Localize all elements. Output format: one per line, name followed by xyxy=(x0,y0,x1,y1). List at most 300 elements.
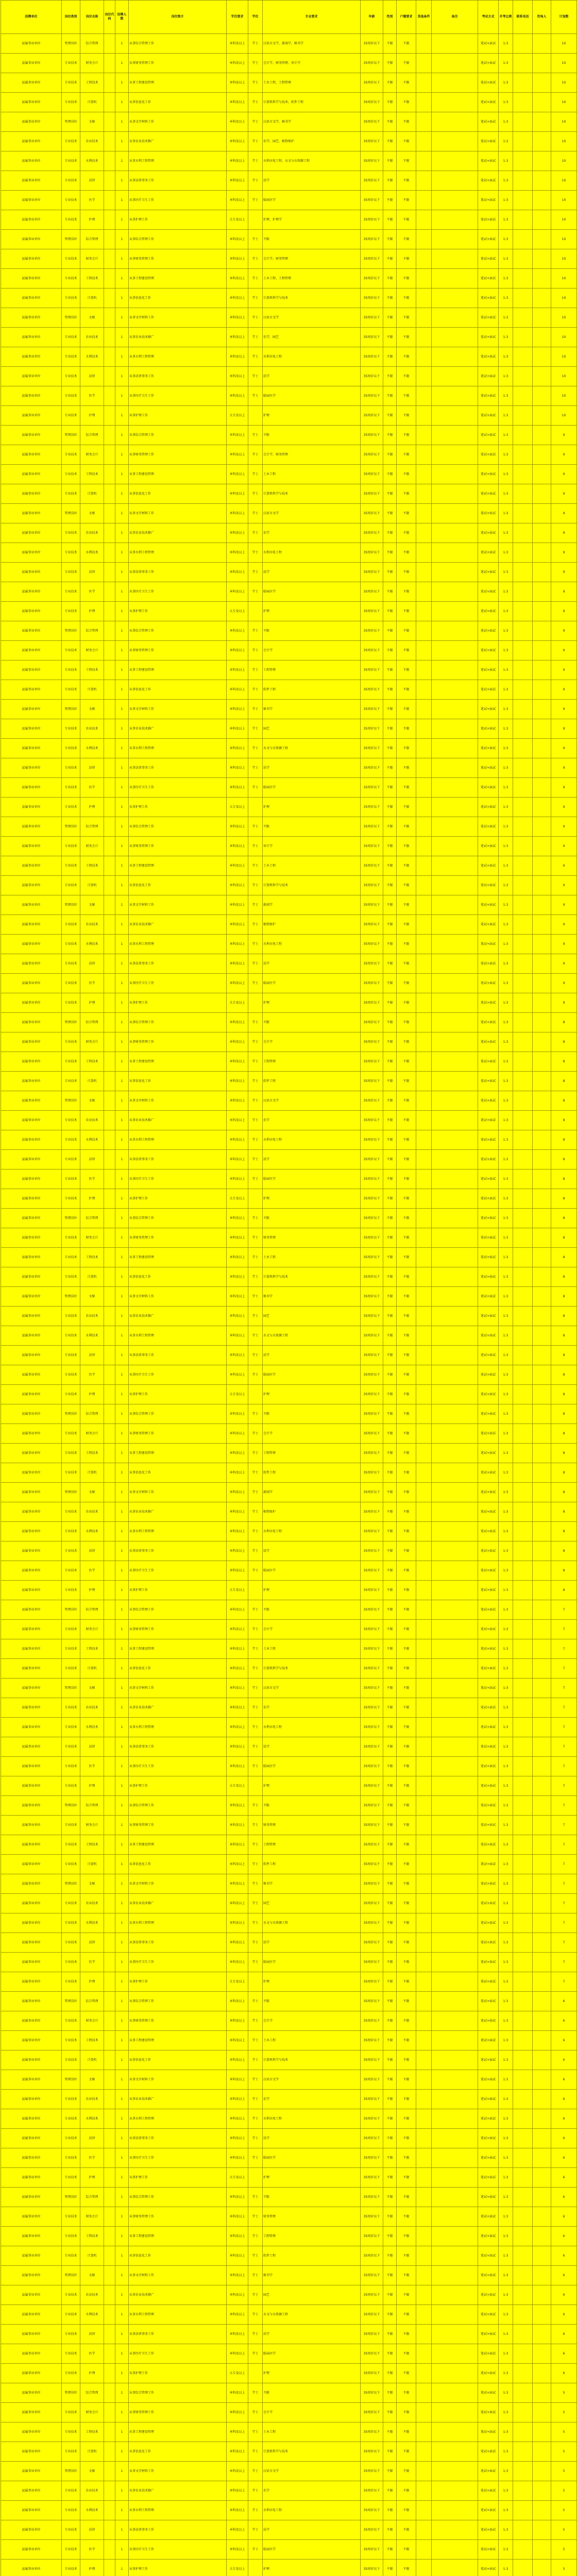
table-cell xyxy=(432,1620,478,1639)
table-cell: 本科及以上 xyxy=(227,1404,248,1424)
table-cell: 土木工程、工程管理 xyxy=(263,73,361,93)
table-cell: 1:3 xyxy=(499,817,513,837)
table-cell: 不限 xyxy=(383,2422,397,2442)
table-cell xyxy=(104,1561,115,1581)
table-cell: 专业技术 xyxy=(62,523,80,543)
table-cell xyxy=(432,210,478,230)
table-cell: 1:3 xyxy=(499,993,513,1013)
table-cell: 笔试+面试 xyxy=(478,895,499,915)
table-cell: 不限 xyxy=(383,739,397,758)
table-cell: 县属事业单位 xyxy=(1,641,62,660)
table-cell xyxy=(513,1835,533,1855)
table-cell: 学士 xyxy=(248,2442,263,2462)
table-cell: 县属事业单位 xyxy=(1,1287,62,1307)
table-cell: 汉语言文学 xyxy=(263,2462,361,2481)
table-cell: 专业技术 xyxy=(62,1346,80,1365)
table-cell: 学士 xyxy=(248,2050,263,2070)
table-cell: 从事文字材料工作 xyxy=(129,112,227,132)
table-cell: 县属事业单位 xyxy=(1,1444,62,1463)
table-cell: 本科及以上 xyxy=(227,1953,248,1972)
table-cell: 1 xyxy=(115,798,129,817)
table-cell: 不限 xyxy=(383,1032,397,1052)
table-cell: 从事财务管理工作 xyxy=(129,249,227,269)
table-cell: 不限 xyxy=(397,2148,416,2168)
table-cell: 专业技术 xyxy=(62,386,80,406)
table-cell xyxy=(513,2285,533,2305)
table-cell xyxy=(104,1248,115,1267)
table-cell: 不限 xyxy=(383,269,397,289)
table-cell: 1:3 xyxy=(499,700,513,719)
table-cell xyxy=(416,1170,432,1189)
table-cell xyxy=(533,1855,551,1874)
table-cell: 不限 xyxy=(383,778,397,798)
table-cell: 1:3 xyxy=(499,621,513,641)
table-cell: 不限 xyxy=(263,1209,361,1228)
table-cell: 35周岁以下 xyxy=(361,2442,383,2462)
table-row xyxy=(1,73,577,93)
table-cell: 1 xyxy=(115,1267,129,1287)
table-cell xyxy=(104,602,115,621)
table-cell: 县属事业单位 xyxy=(1,1267,62,1287)
table-row xyxy=(1,523,577,543)
table-cell: 不限 xyxy=(397,1913,416,1933)
table-cell: 不限 xyxy=(397,1581,416,1600)
table-cell: 8 xyxy=(551,1307,577,1326)
table-cell xyxy=(533,1130,551,1150)
table-cell: 从事水利工程管理 xyxy=(129,739,227,758)
table-cell: 管理岗位 xyxy=(62,1287,80,1307)
table-cell xyxy=(432,1933,478,1953)
table-cell xyxy=(432,1052,478,1072)
table-cell: 9 xyxy=(551,954,577,974)
table-cell: 农业技术 xyxy=(80,328,104,347)
table-cell xyxy=(533,2383,551,2403)
table-cell: 从事护理工作 xyxy=(129,602,227,621)
table-cell: 不限 xyxy=(383,112,397,132)
table-cell: 1:3 xyxy=(499,954,513,974)
table-cell: 1:3 xyxy=(499,1561,513,1581)
table-cell: 1:3 xyxy=(499,132,513,151)
table-cell: 本科及以上 xyxy=(227,974,248,993)
table-cell: 35周岁以下 xyxy=(361,112,383,132)
table-cell: 1 xyxy=(115,367,129,386)
table-cell: 学士 xyxy=(248,1933,263,1953)
table-cell xyxy=(416,1581,432,1600)
table-cell xyxy=(513,328,533,347)
table-cell xyxy=(432,308,478,328)
table-cell: 会计学 xyxy=(263,1032,361,1052)
table-row xyxy=(1,2383,577,2403)
table-cell: 农业技术 xyxy=(80,1111,104,1130)
table-cell: 学士 xyxy=(248,1913,263,1933)
table-cell: 学士 xyxy=(248,386,263,406)
table-cell: 7 xyxy=(551,1796,577,1816)
table-cell: 1 xyxy=(115,269,129,289)
table-cell: 县属事业单位 xyxy=(1,1992,62,2011)
table-cell: 县属事业单位 xyxy=(1,465,62,484)
table-cell xyxy=(513,1796,533,1816)
table-cell: 笔试+面试 xyxy=(478,484,499,504)
table-cell: 水利水电工程 xyxy=(263,347,361,367)
table-cell: 不限 xyxy=(397,2481,416,2501)
table-cell: 法律 xyxy=(80,367,104,386)
table-cell: 35周岁以下 xyxy=(361,2246,383,2266)
table-row xyxy=(1,2266,577,2285)
table-cell: 本科及以上 xyxy=(227,1091,248,1111)
table-cell: 6 xyxy=(551,2011,577,2031)
table-cell xyxy=(432,151,478,171)
table-cell: 本科及以上 xyxy=(227,1502,248,1522)
table-cell: 从事财务管理工作 xyxy=(129,1816,227,1835)
table-cell: 35周岁以下 xyxy=(361,2207,383,2227)
table-cell xyxy=(104,1307,115,1326)
table-cell xyxy=(533,1541,551,1561)
table-cell xyxy=(533,1718,551,1737)
table-cell: 综合管理 xyxy=(80,1209,104,1228)
table-cell: 1:3 xyxy=(499,2344,513,2364)
table-cell xyxy=(416,1072,432,1091)
table-cell: 不限 xyxy=(383,1522,397,1541)
table-cell: 县属事业单位 xyxy=(1,2442,62,2462)
table-cell: 本科及以上 xyxy=(227,230,248,249)
table-cell: 从事医疗卫生工作 xyxy=(129,2344,227,2364)
table-cell: 不限 xyxy=(397,935,416,954)
table-row xyxy=(1,1561,577,1581)
table-cell xyxy=(533,2070,551,2090)
table-cell: 不限 xyxy=(263,1404,361,1424)
table-cell xyxy=(104,2422,115,2442)
table-cell: 从事护理工作 xyxy=(129,2364,227,2383)
table-cell xyxy=(432,1894,478,1913)
table-cell: 从事农业技术推广 xyxy=(129,2090,227,2109)
table-cell: 县属事业单位 xyxy=(1,2246,62,2266)
table-cell: 35周岁以下 xyxy=(361,621,383,641)
table-cell: 1:3 xyxy=(499,2188,513,2207)
table-cell xyxy=(432,1404,478,1424)
table-cell xyxy=(513,798,533,817)
table-cell xyxy=(416,93,432,112)
table-cell: 从事水利工程管理 xyxy=(129,1130,227,1150)
table-cell xyxy=(104,1718,115,1737)
table-cell xyxy=(416,1776,432,1796)
table-cell: 笔试+面试 xyxy=(478,1737,499,1757)
table-cell: 本科及以上 xyxy=(227,1835,248,1855)
table-cell: 本科及以上 xyxy=(227,2501,248,2520)
table-cell: 不限 xyxy=(397,1365,416,1385)
table-cell: 10 xyxy=(551,289,577,308)
table-cell: 1:3 xyxy=(499,1933,513,1953)
table-cell: 文秘 xyxy=(80,1483,104,1502)
table-cell: 大专及以上 xyxy=(227,993,248,1013)
table-cell: 1:3 xyxy=(499,2129,513,2148)
table-cell xyxy=(432,582,478,602)
recruitment-table xyxy=(1,0,577,2576)
table-cell: 不限 xyxy=(383,347,397,367)
table-cell: 不限 xyxy=(397,132,416,151)
table-cell xyxy=(432,1385,478,1404)
table-cell: 不限 xyxy=(397,837,416,856)
table-cell: 水利技术 xyxy=(80,151,104,171)
table-cell xyxy=(432,2442,478,2462)
table-cell xyxy=(513,367,533,386)
table-cell: 1 xyxy=(115,1483,129,1502)
table-cell: 不限 xyxy=(397,1072,416,1091)
table-cell: 从事工程建设管理 xyxy=(129,2031,227,2050)
table-cell xyxy=(416,1757,432,1776)
table-cell xyxy=(416,1502,432,1522)
table-cell: 临床医学 xyxy=(263,778,361,798)
table-cell: 不限 xyxy=(383,1835,397,1855)
table-cell: 水利技术 xyxy=(80,1326,104,1346)
table-cell: 7 xyxy=(551,1698,577,1718)
table-cell: 1:3 xyxy=(499,269,513,289)
table-cell: 水利水电工程 xyxy=(263,2109,361,2129)
table-cell xyxy=(416,1326,432,1346)
table-cell: 水利技术 xyxy=(80,739,104,758)
table-cell: 不限 xyxy=(383,1639,397,1659)
table-cell: 县属事业单位 xyxy=(1,602,62,621)
table-cell xyxy=(513,1189,533,1209)
table-cell: 从事护理工作 xyxy=(129,406,227,426)
table-cell: 农学 xyxy=(263,2481,361,2501)
table-cell xyxy=(513,582,533,602)
table-cell: 35周岁以下 xyxy=(361,465,383,484)
table-row xyxy=(1,1052,577,1072)
table-row xyxy=(1,406,577,426)
table-cell: 学士 xyxy=(248,895,263,915)
table-cell xyxy=(104,308,115,328)
table-cell xyxy=(416,2266,432,2285)
table-cell: 1 xyxy=(115,230,129,249)
table-cell: 学士 xyxy=(248,1855,263,1874)
table-cell: 水利技术 xyxy=(80,1913,104,1933)
table-cell: 县属事业单位 xyxy=(1,2481,62,2501)
table-cell xyxy=(533,1013,551,1032)
table-cell: 县属事业单位 xyxy=(1,230,62,249)
table-cell: 1:3 xyxy=(499,935,513,954)
table-cell: 35周岁以下 xyxy=(361,719,383,739)
table-cell xyxy=(513,1953,533,1972)
table-cell: 从事文字材料工作 xyxy=(129,2462,227,2481)
table-cell: 不限 xyxy=(383,308,397,328)
table-cell: 笔试+面试 xyxy=(478,1894,499,1913)
table-cell: 不限 xyxy=(383,2129,397,2148)
table-cell: 1 xyxy=(115,2129,129,2148)
table-cell: 护理 xyxy=(263,2560,361,2576)
table-cell: 学士 xyxy=(248,484,263,504)
table-cell: 不限 xyxy=(383,1581,397,1600)
table-cell xyxy=(416,1855,432,1874)
table-cell: 不限 xyxy=(383,2560,397,2576)
table-cell: 本科及以上 xyxy=(227,621,248,641)
table-cell: 7 xyxy=(551,1659,577,1679)
table-cell: 专业技术 xyxy=(62,73,80,93)
table-cell: 1 xyxy=(115,700,129,719)
table-cell xyxy=(416,484,432,504)
table-cell: 笔试+面试 xyxy=(478,2070,499,2090)
table-cell: 不限 xyxy=(383,2031,397,2050)
table-cell: 临床医学 xyxy=(263,1561,361,1581)
table-cell: 8 xyxy=(551,1052,577,1072)
table-cell xyxy=(533,641,551,660)
table-cell: 县属事业单位 xyxy=(1,1385,62,1404)
table-cell: 财务会计 xyxy=(80,837,104,856)
table-cell: 护理 xyxy=(80,1385,104,1404)
table-cell: 笔试+面试 xyxy=(478,1287,499,1307)
table-cell: 专业技术 xyxy=(62,641,80,660)
table-cell xyxy=(533,2090,551,2109)
table-cell xyxy=(513,249,533,269)
table-cell: 县属事业单位 xyxy=(1,93,62,112)
table-cell xyxy=(416,367,432,386)
table-cell: 从事信息化工作 xyxy=(129,1072,227,1091)
table-cell: 1 xyxy=(115,289,129,308)
table-cell: 1 xyxy=(115,1130,129,1150)
table-cell xyxy=(104,2168,115,2188)
table-cell: 从事文字材料工作 xyxy=(129,2070,227,2090)
table-cell: 从事水利工程管理 xyxy=(129,1326,227,1346)
table-cell: 不限 xyxy=(383,563,397,582)
table-cell: 不限 xyxy=(397,817,416,837)
table-cell xyxy=(513,1346,533,1365)
table-cell: 不限 xyxy=(397,1679,416,1698)
table-cell: 水利技术 xyxy=(80,2305,104,2325)
table-row xyxy=(1,269,577,289)
table-cell xyxy=(513,1659,533,1679)
table-cell xyxy=(416,2364,432,2383)
table-cell: 学士 xyxy=(248,1816,263,1835)
table-cell: 1:3 xyxy=(499,1796,513,1816)
table-cell: 1 xyxy=(115,2070,129,2090)
table-cell: 1 xyxy=(115,602,129,621)
table-cell: 不限 xyxy=(397,1013,416,1032)
table-cell xyxy=(533,445,551,465)
table-cell: 1:3 xyxy=(499,171,513,191)
table-cell: 专业技术 xyxy=(62,1620,80,1639)
table-cell: 不限 xyxy=(383,1248,397,1267)
column-header: 岗位名称 xyxy=(80,1,104,34)
table-cell: 本科及以上 xyxy=(227,484,248,504)
table-cell: 不限 xyxy=(383,2344,397,2364)
table-cell: 笔试+面试 xyxy=(478,2050,499,2070)
table-cell: 工程技术 xyxy=(80,465,104,484)
table-cell: 从事财务管理工作 xyxy=(129,2011,227,2031)
table-cell xyxy=(432,1111,478,1130)
table-cell xyxy=(513,1228,533,1248)
table-cell xyxy=(104,1346,115,1365)
table-cell: 9 xyxy=(551,680,577,700)
table-cell: 本科及以上 xyxy=(227,2403,248,2422)
table-cell: 笔试+面试 xyxy=(478,563,499,582)
table-cell: 7 xyxy=(551,1855,577,1874)
table-cell: 计算机 xyxy=(80,1855,104,1874)
table-cell xyxy=(104,328,115,347)
table-cell xyxy=(104,1835,115,1855)
table-cell: 专业技术 xyxy=(62,1561,80,1581)
table-cell xyxy=(104,1130,115,1150)
table-cell: 水利技术 xyxy=(80,1130,104,1150)
table-cell: 学士 xyxy=(248,367,263,386)
table-cell xyxy=(416,1913,432,1933)
table-cell: 笔试+面试 xyxy=(478,1091,499,1111)
table-cell: 农业技术 xyxy=(80,1502,104,1522)
table-cell xyxy=(513,2070,533,2090)
table-cell: 1 xyxy=(115,504,129,523)
table-cell: 财务管理 xyxy=(263,1228,361,1248)
table-cell: 不限 xyxy=(383,1091,397,1111)
table-cell: 35周岁以下 xyxy=(361,1150,383,1170)
table-cell: 1:3 xyxy=(499,1444,513,1463)
table-row xyxy=(1,2560,577,2576)
table-cell xyxy=(533,1385,551,1404)
table-cell xyxy=(104,386,115,406)
table-cell: 财务会计 xyxy=(80,249,104,269)
table-cell: 水利技术 xyxy=(80,2501,104,2520)
table-cell xyxy=(513,837,533,856)
table-cell: 1:3 xyxy=(499,1816,513,1835)
table-cell: 本科及以上 xyxy=(227,2070,248,2090)
table-cell: 学士 xyxy=(248,249,263,269)
table-cell: 1 xyxy=(115,210,129,230)
table-cell: 专业技术 xyxy=(62,132,80,151)
table-cell: 学士 xyxy=(248,1326,263,1346)
table-cell: 学士 xyxy=(248,1541,263,1561)
table-cell: 从事法律事务工作 xyxy=(129,758,227,778)
table-cell xyxy=(513,1972,533,1992)
table-cell: 1 xyxy=(115,386,129,406)
table-cell: 不限 xyxy=(397,1972,416,1992)
table-cell xyxy=(416,1659,432,1679)
table-cell: 从事水利工程管理 xyxy=(129,1913,227,1933)
table-cell xyxy=(104,54,115,73)
table-cell: 不限 xyxy=(263,1796,361,1816)
table-cell xyxy=(513,856,533,876)
table-cell: 专业技术 xyxy=(62,1757,80,1776)
table-row xyxy=(1,1013,577,1032)
table-cell: 35周岁以下 xyxy=(361,641,383,660)
table-cell: 不限 xyxy=(383,523,397,543)
table-cell: 学士 xyxy=(248,1992,263,2011)
table-cell: 不限 xyxy=(383,2364,397,2383)
table-cell: 不限 xyxy=(383,2540,397,2560)
table-cell: 不限 xyxy=(383,2481,397,2501)
table-cell xyxy=(432,1209,478,1228)
table-cell: 不限 xyxy=(383,1913,397,1933)
table-cell: 1:3 xyxy=(499,1757,513,1776)
table-cell: 本科及以上 xyxy=(227,1737,248,1757)
table-cell: 5 xyxy=(551,2501,577,2520)
table-cell: 9 xyxy=(551,974,577,993)
table-cell: 县属事业单位 xyxy=(1,1933,62,1953)
table-cell xyxy=(513,1267,533,1287)
table-cell: 学士 xyxy=(248,680,263,700)
table-cell: 县属事业单位 xyxy=(1,1698,62,1718)
table-row xyxy=(1,249,577,269)
table-cell: 本科及以上 xyxy=(227,386,248,406)
table-cell: 35周岁以下 xyxy=(361,778,383,798)
table-cell xyxy=(533,73,551,93)
table-cell: 10 xyxy=(551,112,577,132)
table-cell: 10 xyxy=(551,249,577,269)
table-cell xyxy=(533,2344,551,2364)
table-cell: 县属事业单位 xyxy=(1,876,62,895)
table-cell: 35周岁以下 xyxy=(361,1737,383,1757)
table-cell xyxy=(513,112,533,132)
table-cell: 1 xyxy=(115,1953,129,1972)
table-cell: 笔试+面试 xyxy=(478,1444,499,1463)
table-cell xyxy=(533,1052,551,1072)
table-cell xyxy=(416,2442,432,2462)
